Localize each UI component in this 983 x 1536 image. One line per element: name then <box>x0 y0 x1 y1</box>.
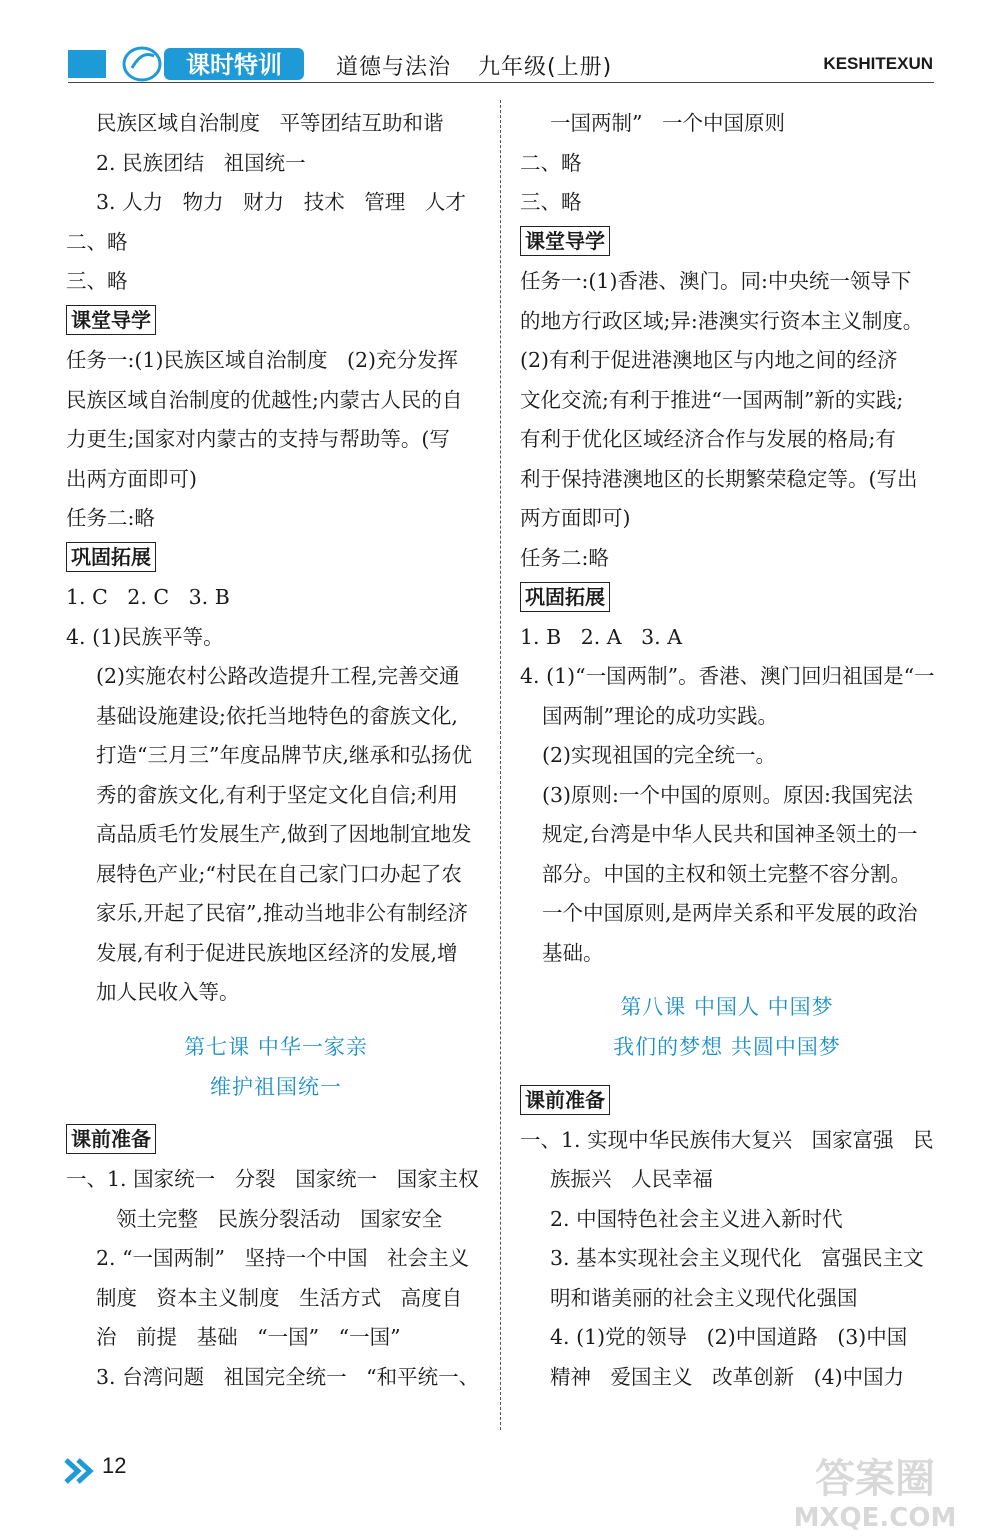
header-rule <box>68 82 934 83</box>
text-line: 出两方面即可) <box>66 466 197 491</box>
text-line: (3)原则:一个中国的原则。原因:我国宪法 <box>542 782 913 807</box>
text-line: 3. 基本实现社会主义现代化 富强民主文 <box>550 1246 924 1270</box>
answer-line: 1. C 2. C 3. B <box>66 585 230 609</box>
text-line: (2)有利于促进港澳地区与内地之间的经济 <box>520 348 898 372</box>
header-subject: 道德与法治 <box>336 55 452 80</box>
text-line: 部分。中国的主权和领土完整不容分割。 <box>542 861 911 886</box>
section-label-classroom: 课堂导学 <box>66 305 156 335</box>
lesson-subtitle: 我们的梦想 共圆中国梦 <box>613 1035 841 1059</box>
text-line: 发展,有利于促进民族地区经济的发展,增 <box>96 940 458 965</box>
text-line: 三、略 <box>66 269 128 293</box>
text-line: 3. 人力 物力 财力 技术 管理 人才 <box>96 190 466 214</box>
answer-line: 4. (1)“一国两制”。香港、澳门回归祖国是“一 <box>520 664 935 688</box>
page-number: 12 <box>102 1453 127 1478</box>
text-line: 2. “一国两制” 坚持一个中国 社会主义 <box>96 1246 470 1270</box>
section-label-consolidate: 巩固拓展 <box>66 542 156 572</box>
text-line: 精神 爱国主义 改革创新 (4)中国力 <box>550 1364 905 1389</box>
text-line: 一、1. 国家统一 分裂 国家统一 国家主权 <box>66 1167 479 1191</box>
text-line: 加人民收入等。 <box>96 980 240 1004</box>
double-chevron-icon <box>64 1456 96 1486</box>
lesson-title: 第七课 中华一家亲 <box>184 1034 368 1059</box>
text-line: 一国两制” 一个中国原则 <box>550 111 786 135</box>
section-label-consolidate: 巩固拓展 <box>520 582 610 612</box>
column-divider <box>500 100 502 1430</box>
watermark-logo <box>775 1448 975 1532</box>
lesson-subtitle: 维护祖国统一 <box>210 1074 342 1099</box>
text-line: 2. 中国特色社会主义进入新时代 <box>550 1206 843 1231</box>
right-column <box>520 104 934 1397</box>
text-line: 三、略 <box>520 190 582 214</box>
text-line: 基础。 <box>542 940 604 965</box>
text-line: 领土完整 民族分裂活动 国家安全 <box>116 1206 443 1231</box>
text-line: 二、略 <box>66 229 128 254</box>
text-line: 明和谐美丽的社会主义现代化强国 <box>550 1285 858 1310</box>
text-line: 任务二:略 <box>520 545 609 570</box>
header-grade: 九年级(上册) <box>478 55 613 80</box>
text-line: 秀的畲族文化,有利于坚定文化自信;利用 <box>96 782 458 807</box>
text-line: 力更生;国家对内蒙古的支持与帮助等。(写 <box>66 427 450 451</box>
text-line: 二、略 <box>520 150 582 175</box>
text-line: 民族区域自治制度 平等团结互助和谐 <box>96 111 444 135</box>
brand-logo <box>118 42 308 84</box>
text-line: 有利于优化区域经济合作与发展的格局;有 <box>520 427 896 451</box>
text-line: 文化交流;有利于推进“一国两制”新的实践; <box>520 387 904 412</box>
text-line: 制度 资本主义制度 生活方式 高度自 <box>96 1285 463 1310</box>
text-line: 的地方行政区域;异:港澳实行资本主义制度。 <box>520 308 924 333</box>
logo-text: 课时特训 <box>186 51 282 79</box>
text-line: 3. 台湾问题 祖国完全统一 “和平统一、 <box>96 1364 480 1389</box>
header-color-block <box>68 50 106 78</box>
text-line: 族振兴 人民幸福 <box>550 1167 714 1191</box>
text-line: 国两制”理论的成功实践。 <box>542 703 778 728</box>
text-line: 利于保持港澳地区的长期繁荣稳定等。(写出 <box>520 466 918 491</box>
text-line: 任务一:(1)香港、澳门。同:中央统一领导下 <box>520 269 912 293</box>
text-line: 打造“三月三”年度品牌节庆,继承和弘扬优 <box>96 743 472 767</box>
section-label-preparation: 课前准备 <box>66 1124 156 1154</box>
text-line: 4. (1)党的领导 (2)中国道路 (3)中国 <box>550 1325 908 1349</box>
left-column <box>66 104 486 1397</box>
lesson-title: 第八课 中国人 中国梦 <box>620 995 834 1019</box>
answer-line: 1. B 2. A 3. A <box>520 624 682 649</box>
text-line: (2)实施农村公路改造提升工程,完善交通 <box>96 664 460 688</box>
text-line: 治 前提 基础 “一国” “一国” <box>96 1325 401 1349</box>
watermark-url: MXQE.COM <box>793 1503 957 1532</box>
text-line: 民族区域自治制度的优越性;内蒙古人民的自 <box>66 387 463 412</box>
text-line: 一个中国原则,是两岸关系和平发展的政治 <box>542 901 918 925</box>
text-line: (2)实现祖国的完全统一。 <box>542 743 777 767</box>
answer-line: 4. (1)民族平等。 <box>66 624 224 649</box>
text-line: 一、1. 实现中华民族伟大复兴 国家富强 民 <box>520 1127 934 1152</box>
text-line: 两方面即可) <box>520 506 631 530</box>
page-header <box>0 40 983 90</box>
text-line: 家乐,开起了民宿”,推动当地非公有制经济 <box>96 901 469 925</box>
header-brand-en: KESHITEXUN <box>823 54 933 73</box>
section-label-preparation: 课前准备 <box>520 1085 610 1115</box>
text-line: 2. 民族团结 祖国统一 <box>96 150 306 175</box>
text-line: 规定,台湾是中华人民共和国神圣领土的一 <box>542 822 918 846</box>
section-label-classroom: 课堂导学 <box>520 226 610 256</box>
watermark-text: 答案圈 <box>815 1456 935 1502</box>
text-line: 基础设施建设;依托当地特色的畲族文化, <box>96 703 458 728</box>
text-line: 高品质毛竹发展生产,做到了因地制宜地发 <box>96 822 472 846</box>
text-line: 任务一:(1)民族区域自治制度 (2)充分发挥 <box>66 348 459 372</box>
text-line: 展特色产业;“村民在自己家门口办起了农 <box>96 861 462 886</box>
text-line: 任务二:略 <box>66 506 155 530</box>
